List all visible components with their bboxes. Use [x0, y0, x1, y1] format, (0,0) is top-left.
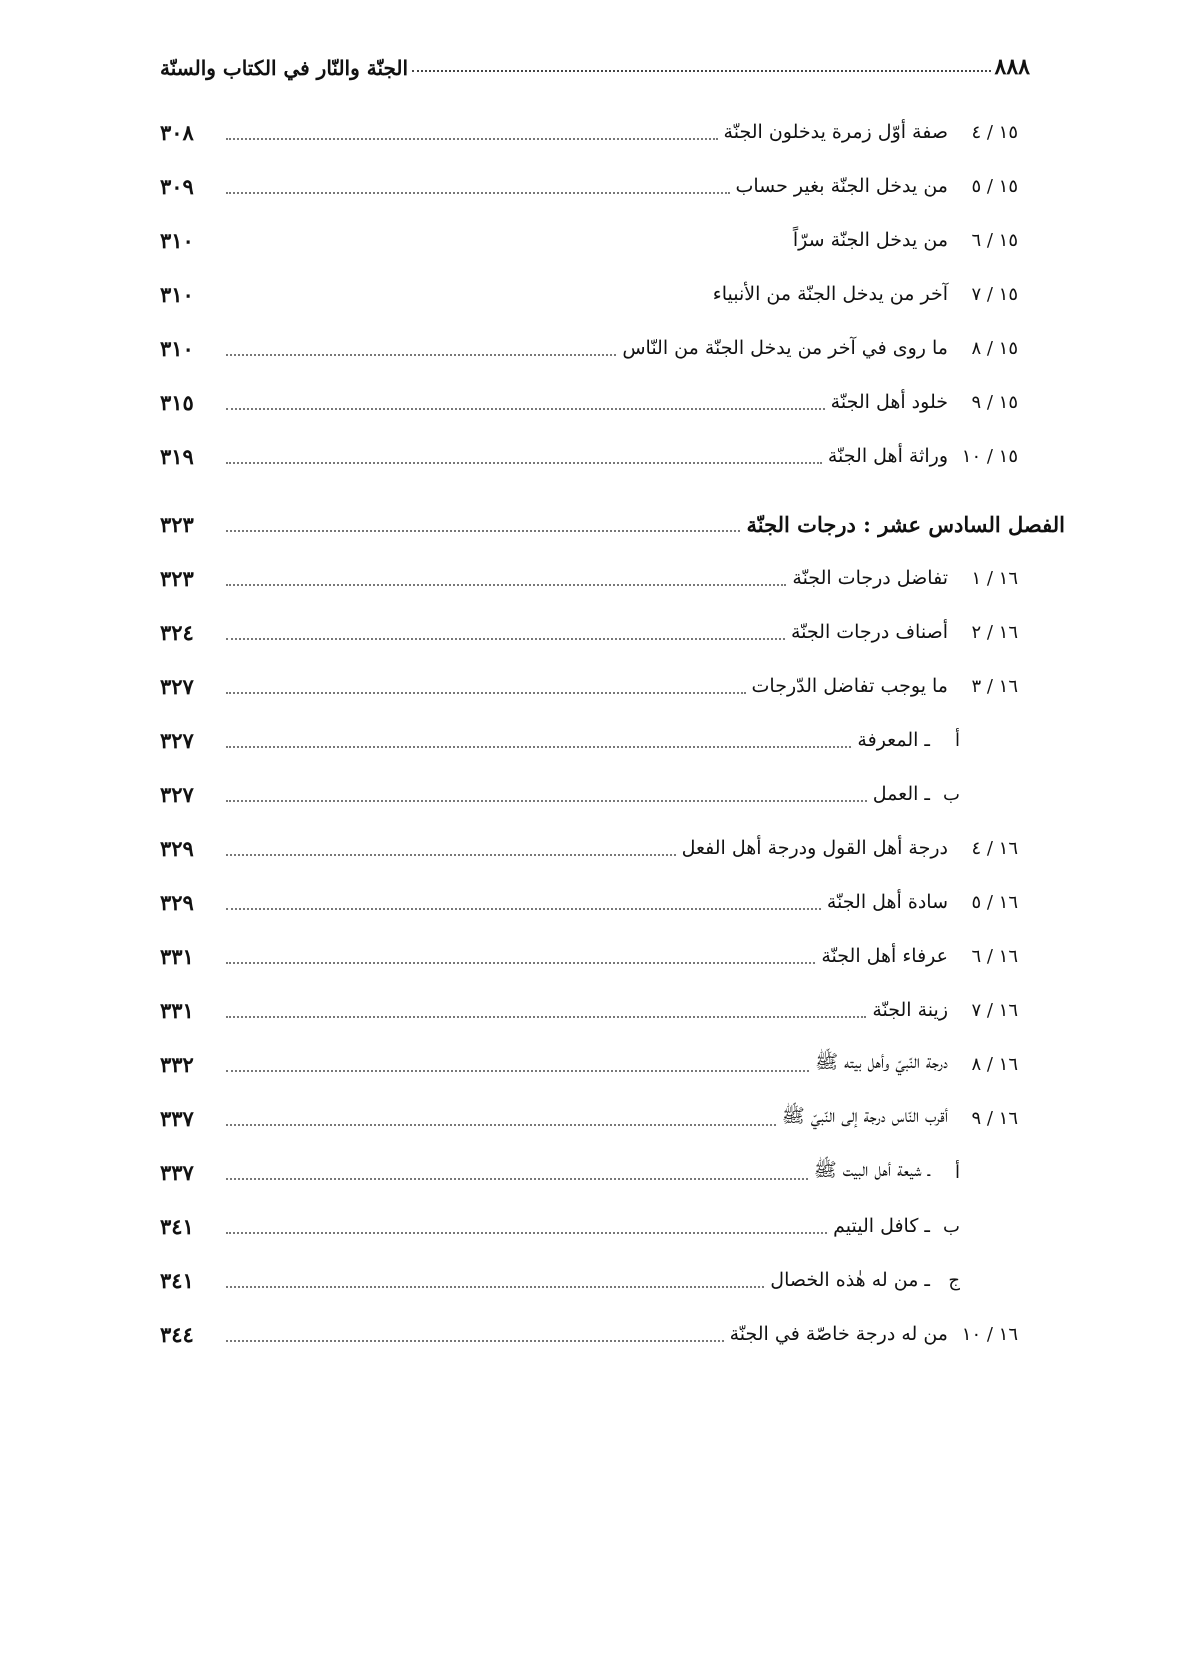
- toc-entry: [160, 558, 1030, 598]
- entry-page: ٣٠٩: [160, 173, 194, 199]
- toc-subentry: [160, 720, 960, 760]
- chapter-title: الفصل السادس عشر : درجات الجنّة: [746, 511, 1065, 537]
- dot-leader: [226, 854, 676, 856]
- subentry-letter: ج: [948, 1269, 960, 1291]
- entry-page: ٣٣٧: [160, 1159, 194, 1185]
- subentry-letter: ب: [943, 1215, 960, 1237]
- entry-title: خلود أهل الجنّة: [830, 391, 948, 413]
- section-code: ١٥ / ٧: [971, 283, 1018, 305]
- section-code: ١٥ / ١٠: [961, 445, 1018, 467]
- entry-title: ما يوجب تفاضل الدّرجات: [751, 675, 948, 697]
- entry-page: ٣٢٧: [160, 727, 194, 753]
- section-code: ١٦ / ١٠: [961, 1323, 1018, 1345]
- dot-leader: [226, 584, 786, 586]
- toc-entry: [160, 828, 1030, 868]
- entry-title: زينة الجنّة: [872, 999, 948, 1021]
- toc-subentry: [160, 1206, 960, 1246]
- section-code: ١٦ / ٨: [971, 1053, 1018, 1075]
- section-code: ١٦ / ٥: [971, 891, 1018, 913]
- section-code: ١٥ / ٤: [971, 121, 1018, 143]
- section-code: ١٦ / ٤: [971, 837, 1018, 859]
- dot-leader: [226, 408, 825, 410]
- dot-leader: [226, 354, 616, 356]
- toc-entry: [160, 936, 1030, 976]
- book-title: الجنّة والنّار في الكتاب والسنّة: [160, 56, 409, 80]
- dot-leader: [226, 1340, 724, 1342]
- section-code: ١٦ / ٩: [971, 1107, 1018, 1129]
- entry-title: ـ شيعة أهل البيت ﷺ: [813, 1159, 930, 1181]
- chapter-heading: [160, 504, 1065, 544]
- entry-title: ـ من له هٰذه الخصال: [770, 1269, 930, 1291]
- toc-entry: [160, 990, 1030, 1030]
- toc-entry: [160, 882, 1030, 922]
- dot-leader: [226, 1232, 827, 1234]
- toc-entry: [160, 166, 1030, 206]
- entry-page: ٣٤٤: [160, 1321, 194, 1347]
- subentry-letter: ب: [943, 783, 960, 805]
- dot-leader: [226, 962, 815, 964]
- entry-page: ٣٢٤: [160, 619, 194, 645]
- entry-page: ٣٢٣: [160, 511, 194, 537]
- section-code: ١٥ / ٩: [971, 391, 1018, 413]
- toc-entry: [160, 274, 1030, 314]
- entry-title: آخر من يدخل الجنّة من الأنبياء: [712, 283, 948, 305]
- dot-leader: [226, 692, 746, 694]
- entry-page: ٣٣٧: [160, 1105, 194, 1131]
- dot-leader: [226, 1070, 809, 1072]
- entry-page: ٣٤١: [160, 1267, 194, 1293]
- toc-entry: [160, 1314, 1030, 1354]
- dot-leader: [226, 1124, 776, 1126]
- toc-subentry: [160, 1260, 960, 1300]
- entry-title: عرفاء أهل الجنّة: [821, 945, 948, 967]
- entry-title: سادة أهل الجنّة: [826, 891, 948, 913]
- entry-title: من يدخل الجنّة سرّاً: [792, 229, 948, 251]
- entry-page: ٣٣١: [160, 997, 194, 1023]
- entry-page: ٣٢٧: [160, 673, 194, 699]
- entry-page: ٣١٥: [160, 389, 194, 415]
- dot-leader: [226, 800, 867, 802]
- subentry-letter: أ: [954, 729, 960, 751]
- entry-title: أصناف درجات الجنّة: [790, 621, 948, 643]
- toc-subentry: [160, 1152, 960, 1192]
- entry-page: ٣٣٢: [160, 1051, 194, 1077]
- section-code: ١٥ / ٥: [971, 175, 1018, 197]
- section-code: ١٦ / ٦: [971, 945, 1018, 967]
- toc-entry: [160, 328, 1030, 368]
- dot-leader: [226, 300, 707, 302]
- toc-entry: [160, 112, 1030, 152]
- toc-entry: [160, 436, 1030, 476]
- section-code: ١٥ / ٦: [971, 229, 1018, 251]
- dot-leader: [226, 192, 730, 194]
- entry-title: ما روى في آخر من يدخل الجنّة من النّاس: [622, 337, 948, 359]
- dot-leader: [226, 1178, 808, 1180]
- entry-page: ٣٣١: [160, 943, 194, 969]
- entry-title: تفاضل درجات الجنّة: [792, 567, 948, 589]
- entry-page: ٣٢٣: [160, 565, 194, 591]
- entry-page: ٣٢٧: [160, 781, 194, 807]
- entry-page: ٣٤١: [160, 1213, 194, 1239]
- dot-leader: [226, 246, 787, 248]
- toc-entry: [160, 1098, 1030, 1138]
- dot-leader: [226, 530, 740, 532]
- entry-title: وراثة أهل الجنّة: [827, 445, 948, 467]
- section-code: ١٦ / ١: [971, 567, 1018, 589]
- entry-title: من يدخل الجنّة بغير حساب: [735, 175, 948, 197]
- section-code: ١٦ / ٣: [971, 675, 1018, 697]
- entry-title: درجة أهل القول ودرجة أهل الفعل: [681, 837, 948, 859]
- dot-leader: [226, 1286, 764, 1288]
- entry-title: ـ كافل اليتيم: [833, 1215, 930, 1237]
- dot-leader: [226, 746, 851, 748]
- section-code: ١٥ / ٨: [971, 337, 1018, 359]
- section-code: ١٦ / ٢: [971, 621, 1018, 643]
- toc-entry: [160, 220, 1030, 260]
- entry-page: ٣١٠: [160, 281, 194, 307]
- dot-leader: [226, 638, 785, 640]
- toc-entry: [160, 612, 1030, 652]
- entry-title: أقرب النّاس درجة إلى النّبيّ ﷺ: [781, 1105, 948, 1127]
- dot-leader: [226, 908, 821, 910]
- entry-page: ٣١٠: [160, 227, 194, 253]
- entry-title: درجة النّبيّ وأهل بيته ﷺ: [815, 1051, 948, 1073]
- toc-entry: [160, 382, 1030, 422]
- toc-entry: [160, 1044, 1030, 1084]
- page-number: ٨٨٨: [994, 54, 1030, 80]
- dot-leader: [226, 462, 822, 464]
- subentry-letter: أ: [954, 1161, 960, 1183]
- entry-page: ٣٠٨: [160, 119, 194, 145]
- entry-title: ـ العمل: [872, 783, 930, 805]
- dot-leader: [226, 1016, 866, 1018]
- toc-entry: [160, 666, 1030, 706]
- dot-leader: [226, 138, 718, 140]
- entry-page: ٣٢٩: [160, 889, 194, 915]
- entry-title: صفة أوّل زمرة يدخلون الجنّة: [723, 121, 948, 143]
- entry-page: ٣١٠: [160, 335, 194, 361]
- entry-title: ـ المعرفة: [857, 729, 930, 751]
- entry-page: ٣١٩: [160, 443, 194, 469]
- entry-title: من له درجة خاصّة في الجنّة: [729, 1323, 948, 1345]
- toc-subentry: [160, 774, 960, 814]
- entry-page: ٣٢٩: [160, 835, 194, 861]
- section-code: ١٦ / ٧: [971, 999, 1018, 1021]
